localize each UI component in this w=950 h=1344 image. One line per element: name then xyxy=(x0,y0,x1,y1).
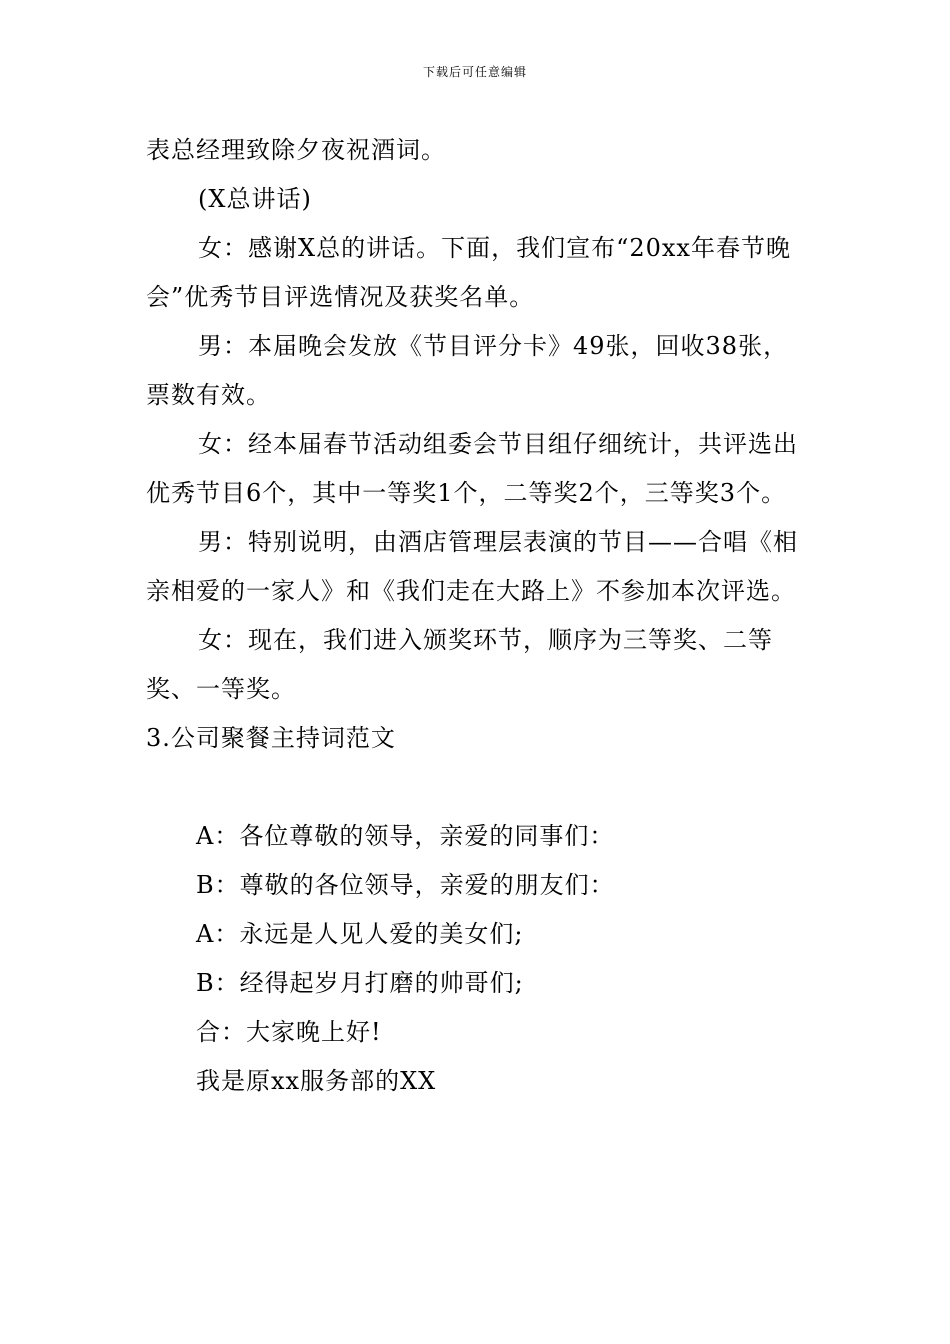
dialog-line: A：永远是人见人爱的美女们; xyxy=(196,920,524,948)
paragraph: 女：经本届春节活动组委会节目组仔细统计，共评选出优秀节目6个，其中一等奖1个，二等奖2个，三等奖3个。 xyxy=(146,430,798,507)
section-heading: 3.公司聚餐主持词范文 xyxy=(146,724,396,752)
dialog-line: A：各位尊敬的领导，亲爱的同事们： xyxy=(196,822,615,850)
dialog-line: 我是原xx服务部的XX xyxy=(196,1067,437,1095)
paragraph: 表总经理致除夕夜祝酒词。 xyxy=(146,136,446,164)
blank-line xyxy=(146,763,806,812)
paragraph: 男：特别说明，由酒店管理层表演的节目——合唱《相亲相爱的一家人》和《我们走在大路上》不参加本次评选。 xyxy=(146,528,798,605)
dialog-line: B：尊敬的各位领导，亲爱的朋友们： xyxy=(196,871,615,899)
dialog-line: 合：大家晚上好! xyxy=(196,1018,382,1046)
document-body xyxy=(146,126,806,1106)
page-header: 下载后可任意编辑 xyxy=(422,65,527,79)
paragraph: 男：本届晚会发放《节目评分卡》49张，回收38张，票数有效。 xyxy=(146,332,789,409)
paragraph: (X总讲话) xyxy=(198,185,312,213)
paragraph: 女：现在，我们进入颁奖环节，顺序为三等奖、二等奖、一等奖。 xyxy=(146,626,773,703)
paragraph: 女：感谢X总的讲话。下面，我们宣布“20xx年春节晚会”优秀节目评选情况及获奖名单。 xyxy=(146,234,791,311)
dialog-line: B：经得起岁月打磨的帅哥们; xyxy=(196,969,524,997)
